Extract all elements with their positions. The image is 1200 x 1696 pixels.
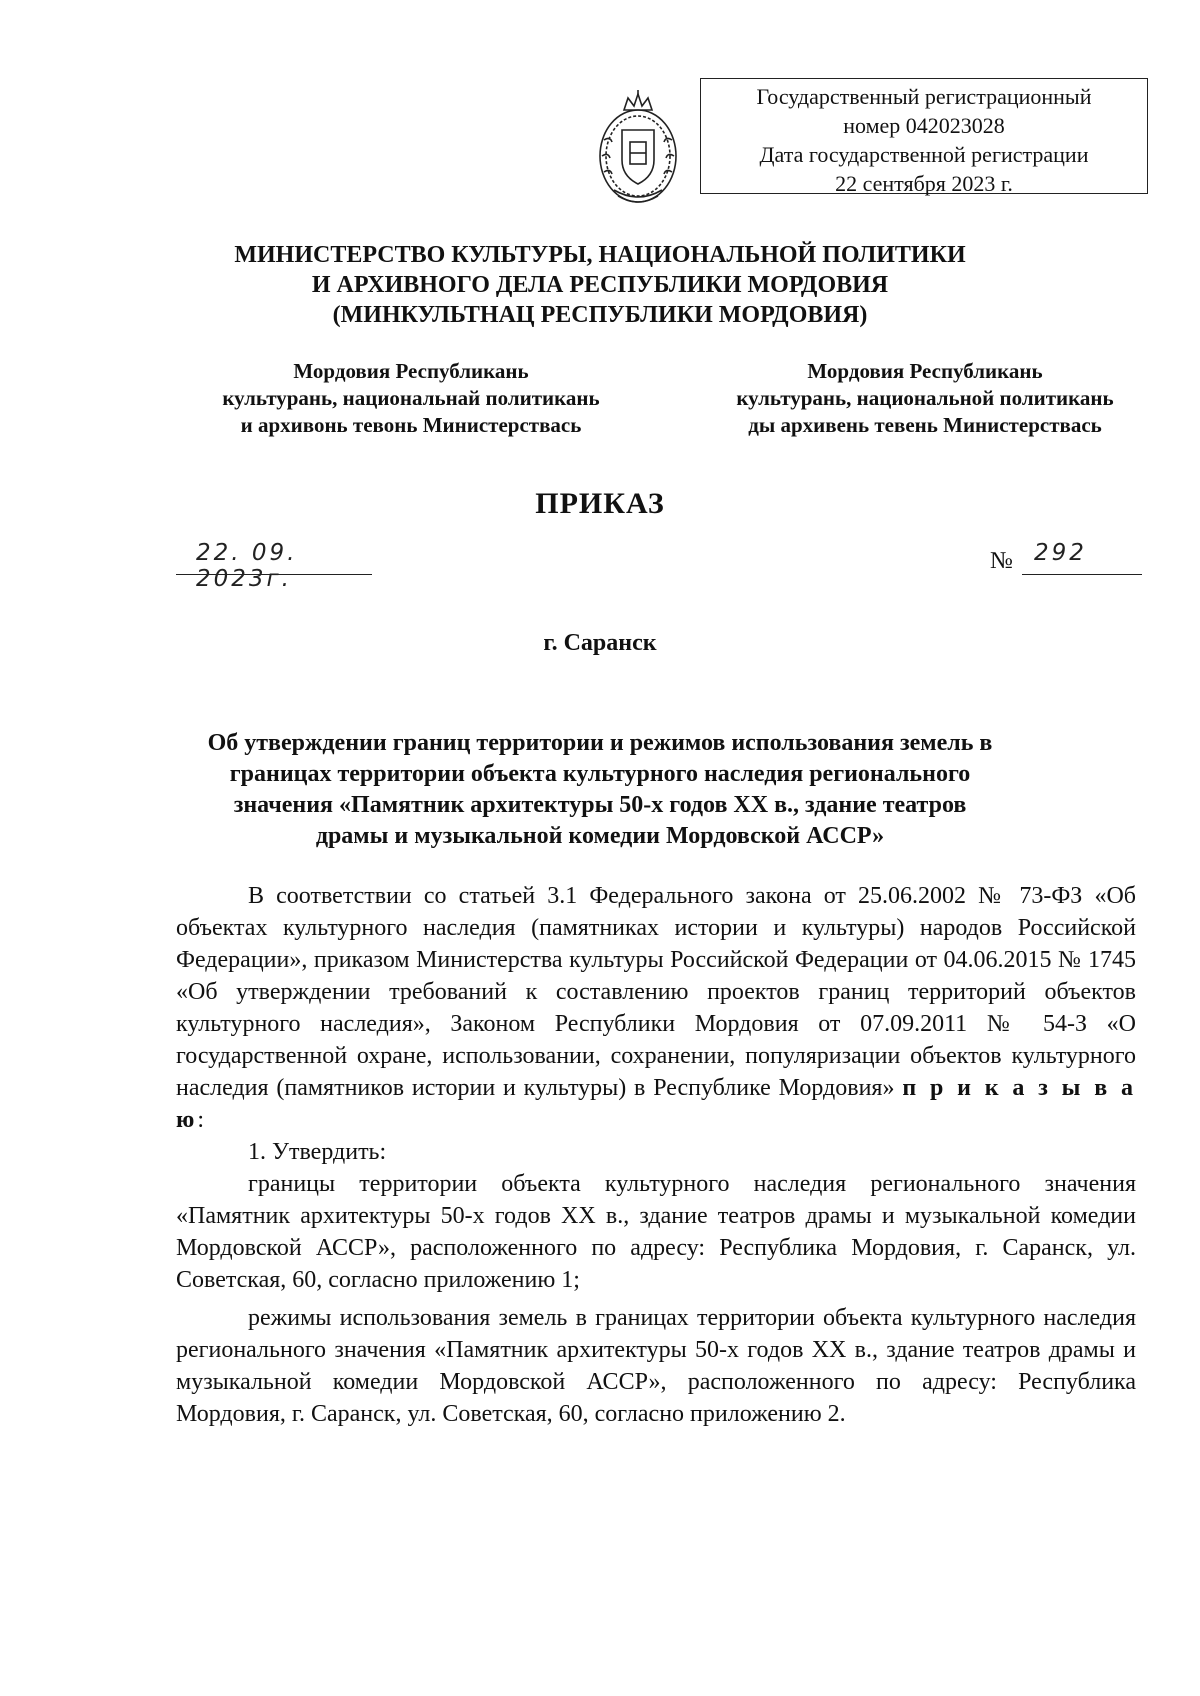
erzya-line-3: ды архивень тевень Министерствась [748,413,1102,437]
order-word: п р и к а з ы в а ю [176,1075,1137,1133]
ministry-line-1: МИНИСТЕРСТВО КУЛЬТУРЫ, НАЦИОНАЛЬНОЙ ПОЛИТИКИ [234,242,966,268]
preamble-paragraph [176,880,1136,1136]
regimes-paragraph: режимы использования земель в границах территории объекта культурного наследия регионального значения «Памятник архитектуры 50-х годов XX в., здание театров драмы и музыкальной комедии Мордовской АССР», расположенного по адресу: Республика Мордовия, г. Саранск, ул. Советская, 60, согласно приложению 2. [176,1305,1136,1427]
order-number-field [1022,540,1142,575]
boundaries-paragraph: границы территории объекта культурного наследия регионального значения «Памятник архитектуры 50-х годов XX в., здание театров драмы и музыкальной комедии Мордовской АССР», расположенного по адресу: Республика Мордовия, г. Саранск, ул. Советская, 60, согласно приложению 1; [176,1171,1136,1293]
registration-date: 22 сентября 2023 г. [835,171,1013,196]
erzya-line-2: культурань, национальной политикань [736,386,1114,410]
ministry-name-moksha [176,358,646,439]
coat-of-arms-icon [594,90,682,208]
registration-line-1: Государственный регистрационный [756,84,1092,109]
subject-line-3: значения «Памятник архитектуры 50-х годов XX в., здание театров [233,792,967,818]
order-date: 22. 09. 2023г. [196,540,298,592]
moksha-line-3: и архивонь тевонь Министерствась [240,413,582,437]
subject-line-1: Об утверждении границ территории и режимов использования земель в [207,730,993,756]
city: г. Саранск [543,630,657,656]
registration-number: номер 042023028 [843,113,1005,138]
ministry-line-2: И АРХИВНОГО ДЕЛА РЕСПУБЛИКИ МОРДОВИЯ [311,272,889,298]
order-number: 292 [1034,540,1087,566]
erzya-line-1: Мордовия Республикань [807,359,1043,383]
order-date-field [176,540,372,592]
registration-date-label: Дата государственной регистрации [759,142,1089,167]
subject-line-4: драмы и музыкальной комедии Мордовской АССР» [315,823,885,849]
order-subject [0,728,1200,852]
order-colon: : [197,1107,205,1133]
item-1: 1. Утвердить: [248,1139,387,1165]
ministry-header [0,240,1200,330]
moksha-line-2: культурань, национальнай политикань [222,386,600,410]
number-label: № [990,548,1013,574]
subject-line-2: границах территории объекта культурного наследия регионального [229,761,971,787]
registration-stamp [700,78,1148,194]
ministry-name-erzya [690,358,1160,439]
moksha-line-1: Мордовия Республикань [293,359,529,383]
preamble-text: В соответствии со статьей 3.1 Федерального закона от 25.06.2002 № 73-ФЗ «Об объектах культурного наследия (памятниках истории и культуры) народов Российской Федерации», приказом Министерства культуры Российской Федерации от 04.06.2015 № 1745 «Об утверждении требований к составлению проектов границ территорий объектов культурного наследия», Законом Республики Мордовия от 07.09.2011 № 54-З «О государственной охране, использовании, сохранении, популяризации объектов культурного наследия (памятников истории и культуры) в Республике Мордовия» [176,883,1136,1101]
ministry-line-3: (МИНКУЛЬТНАЦ РЕСПУБЛИКИ МОРДОВИЯ) [332,302,868,328]
order-body [176,880,1136,1430]
order-title: ПРИКАЗ [535,487,665,520]
